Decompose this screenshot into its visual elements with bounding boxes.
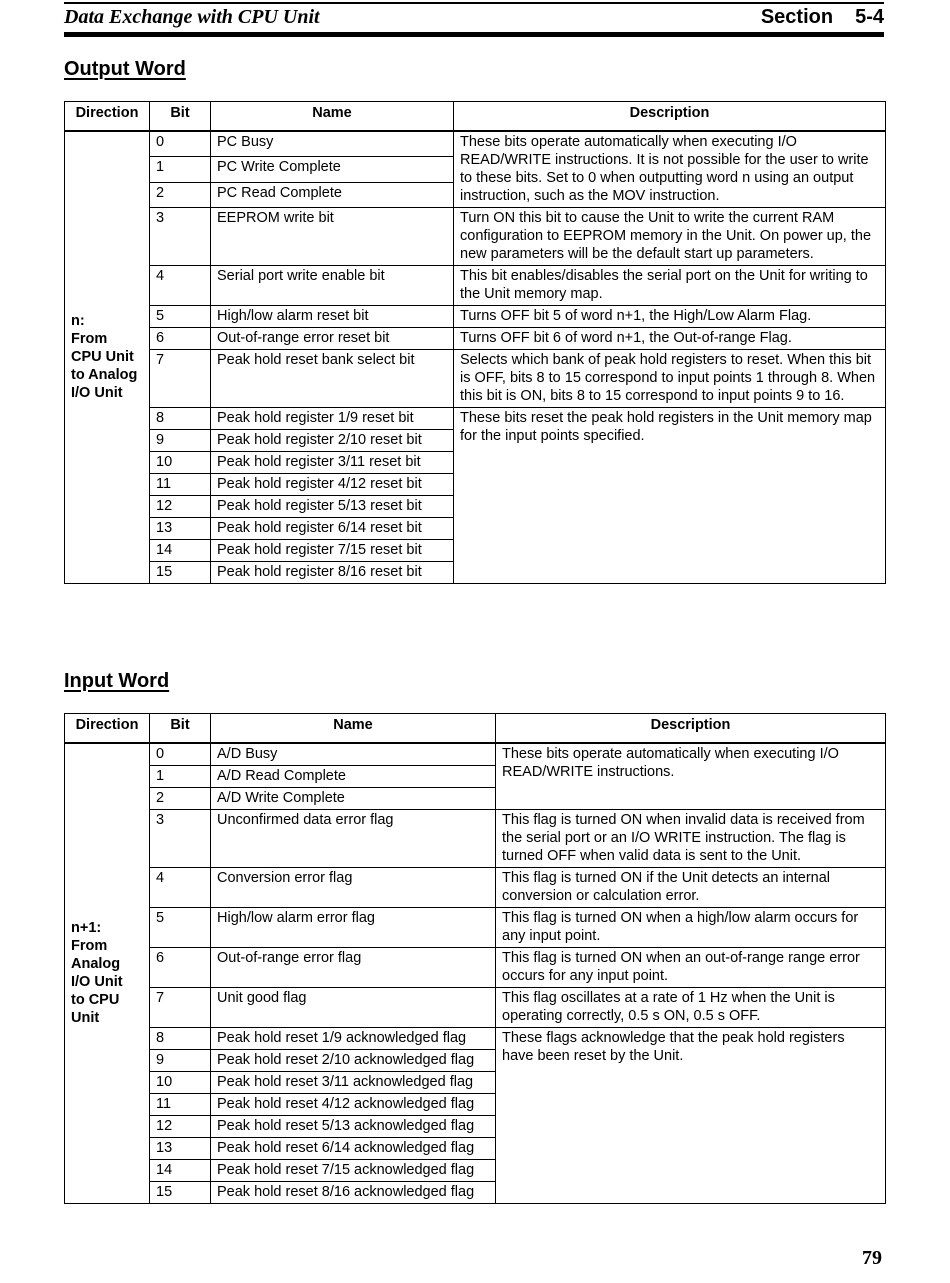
header-section-label: Section xyxy=(760,6,834,28)
column-header-name: Name xyxy=(211,102,454,132)
table-row xyxy=(65,306,886,328)
bit-cell: 9 xyxy=(150,430,211,452)
table-row xyxy=(65,810,886,868)
table-row xyxy=(65,350,886,408)
output-word-heading: Output Word xyxy=(64,58,186,80)
bit-cell: 0 xyxy=(150,131,211,157)
bit-cell: 15 xyxy=(150,1182,211,1204)
bit-cell: 11 xyxy=(150,1094,211,1116)
input-word-heading: Input Word xyxy=(64,670,170,692)
description-cell: This flag is turned ON if the Unit detects an internal conversion or calculation error. xyxy=(496,868,886,908)
name-cell: PC Write Complete xyxy=(211,157,454,182)
bit-cell: 4 xyxy=(150,868,211,908)
bit-cell: 12 xyxy=(150,1116,211,1138)
column-header-name: Name xyxy=(211,714,496,744)
bit-cell: 8 xyxy=(150,408,211,430)
bit-cell: 5 xyxy=(150,908,211,948)
bit-cell: 10 xyxy=(150,1072,211,1094)
name-cell: Peak hold reset 4/12 acknowledged flag xyxy=(211,1094,496,1116)
column-header-description: Description xyxy=(454,102,886,132)
description-cell: This flag oscillates at a rate of 1 Hz when the Unit is operating correctly, 0.5 s ON, 0.5 s OFF. xyxy=(496,988,886,1028)
name-cell: EEPROM write bit xyxy=(211,208,454,266)
bit-cell: 2 xyxy=(150,788,211,810)
column-header-bit: Bit xyxy=(150,714,211,744)
name-cell: Peak hold reset bank select bit xyxy=(211,350,454,408)
bit-cell: 7 xyxy=(150,988,211,1028)
table-row xyxy=(65,408,886,430)
bit-cell: 9 xyxy=(150,1050,211,1072)
bit-cell: 14 xyxy=(150,540,211,562)
name-cell: A/D Read Complete xyxy=(211,766,496,788)
bit-cell: 12 xyxy=(150,496,211,518)
header-rule-top xyxy=(64,2,884,4)
name-cell: Peak hold reset 8/16 acknowledged flag xyxy=(211,1182,496,1204)
bit-cell: 6 xyxy=(150,328,211,350)
name-cell: Peak hold reset 6/14 acknowledged flag xyxy=(211,1138,496,1160)
name-cell: Peak hold register 1/9 reset bit xyxy=(211,408,454,430)
name-cell: High/low alarm error flag xyxy=(211,908,496,948)
table-row xyxy=(65,743,886,766)
table-row xyxy=(65,208,886,266)
name-cell: Peak hold reset 7/15 acknowledged flag xyxy=(211,1160,496,1182)
column-header-direction: Direction xyxy=(65,102,150,132)
name-cell: Unit good flag xyxy=(211,988,496,1028)
name-cell: Peak hold register 8/16 reset bit xyxy=(211,562,454,584)
bit-cell: 7 xyxy=(150,350,211,408)
name-cell: PC Read Complete xyxy=(211,182,454,207)
table-row xyxy=(65,1028,886,1050)
table-row xyxy=(65,868,886,908)
output-word-table xyxy=(64,101,886,584)
table-row xyxy=(65,266,886,306)
table-row xyxy=(65,988,886,1028)
description-cell: This bit enables/disables the serial port on the Unit for writing to the Unit memory map. xyxy=(454,266,886,306)
bit-cell: 5 xyxy=(150,306,211,328)
name-cell: Peak hold register 3/11 reset bit xyxy=(211,452,454,474)
bit-cell: 4 xyxy=(150,266,211,306)
name-cell: PC Busy xyxy=(211,131,454,157)
bit-cell: 3 xyxy=(150,810,211,868)
bit-cell: 13 xyxy=(150,518,211,540)
description-cell: This flag is turned ON when an out-of-range range error occurs for any input point. xyxy=(496,948,886,988)
page-header xyxy=(64,0,884,38)
description-cell: This flag is turned ON when invalid data is received from the serial port or an I/O WRITE instruction. The flag is turned OFF when valid data is sent to the Unit. xyxy=(496,810,886,868)
table-row xyxy=(65,328,886,350)
bit-cell: 15 xyxy=(150,562,211,584)
table-row xyxy=(65,131,886,157)
name-cell: High/low alarm reset bit xyxy=(211,306,454,328)
bit-cell: 13 xyxy=(150,1138,211,1160)
bit-cell: 8 xyxy=(150,1028,211,1050)
description-cell: Turns OFF bit 5 of word n+1, the High/Low Alarm Flag. xyxy=(454,306,886,328)
description-cell: These bits operate automatically when executing I/O READ/WRITE instructions. It is not possible for the user to write to these bits. Set to 0 when outputting word n using an output instruction, such as the MOV instruction. xyxy=(454,131,886,208)
bit-cell: 2 xyxy=(150,182,211,207)
header-rule-bottom xyxy=(64,32,884,37)
bit-cell: 3 xyxy=(150,208,211,266)
input-word-table xyxy=(64,713,886,1204)
name-cell: Peak hold register 5/13 reset bit xyxy=(211,496,454,518)
bit-cell: 14 xyxy=(150,1160,211,1182)
name-cell: Unconfirmed data error flag xyxy=(211,810,496,868)
name-cell: Peak hold reset 3/11 acknowledged flag xyxy=(211,1072,496,1094)
name-cell: Out-of-range error reset bit xyxy=(211,328,454,350)
name-cell: A/D Busy xyxy=(211,743,496,766)
bit-cell: 11 xyxy=(150,474,211,496)
bit-cell: 0 xyxy=(150,743,211,766)
name-cell: Serial port write enable bit xyxy=(211,266,454,306)
name-cell: Conversion error flag xyxy=(211,868,496,908)
description-cell: These flags acknowledge that the peak hold registers have been reset by the Unit. xyxy=(496,1028,886,1204)
direction-cell: n+1: From Analog I/O Unit to CPU Unit xyxy=(65,743,150,1204)
name-cell: Peak hold register 6/14 reset bit xyxy=(211,518,454,540)
table-row xyxy=(65,948,886,988)
name-cell: Peak hold reset 5/13 acknowledged flag xyxy=(211,1116,496,1138)
table-row xyxy=(65,908,886,948)
bit-cell: 1 xyxy=(150,157,211,182)
header-section xyxy=(761,6,884,29)
bit-cell: 1 xyxy=(150,766,211,788)
description-cell: These bits operate automatically when executing I/O READ/WRITE instructions. xyxy=(496,743,886,810)
bit-cell: 6 xyxy=(150,948,211,988)
description-cell: These bits reset the peak hold registers in the Unit memory map for the input points specified. xyxy=(454,408,886,584)
bit-cell: 10 xyxy=(150,452,211,474)
description-cell: Turn ON this bit to cause the Unit to write the current RAM configuration to EEPROM memory in the Unit. On power up, the new parameters will be the default start up parameters. xyxy=(454,208,886,266)
description-cell: Turns OFF bit 6 of word n+1, the Out-of-range Flag. xyxy=(454,328,886,350)
header-title: Data Exchange with CPU Unit xyxy=(64,6,320,28)
column-header-bit: Bit xyxy=(150,102,211,132)
description-cell: Selects which bank of peak hold registers to reset. When this bit is OFF, bits 8 to 15 correspond to input points 1 through 8. When this bit is ON, bits 8 to 15 correspond to input points 9 to 16. xyxy=(454,350,886,408)
header-section-number: 5-4 xyxy=(855,6,884,28)
column-header-direction: Direction xyxy=(65,714,150,744)
name-cell: Peak hold register 2/10 reset bit xyxy=(211,430,454,452)
name-cell: Peak hold reset 1/9 acknowledged flag xyxy=(211,1028,496,1050)
name-cell: A/D Write Complete xyxy=(211,788,496,810)
page-number: 79 xyxy=(862,1247,882,1269)
name-cell: Peak hold register 7/15 reset bit xyxy=(211,540,454,562)
direction-cell: n: From CPU Unit to Analog I/O Unit xyxy=(65,131,150,584)
name-cell: Out-of-range error flag xyxy=(211,948,496,988)
name-cell: Peak hold reset 2/10 acknowledged flag xyxy=(211,1050,496,1072)
column-header-description: Description xyxy=(496,714,886,744)
description-cell: This flag is turned ON when a high/low alarm occurs for any input point. xyxy=(496,908,886,948)
name-cell: Peak hold register 4/12 reset bit xyxy=(211,474,454,496)
